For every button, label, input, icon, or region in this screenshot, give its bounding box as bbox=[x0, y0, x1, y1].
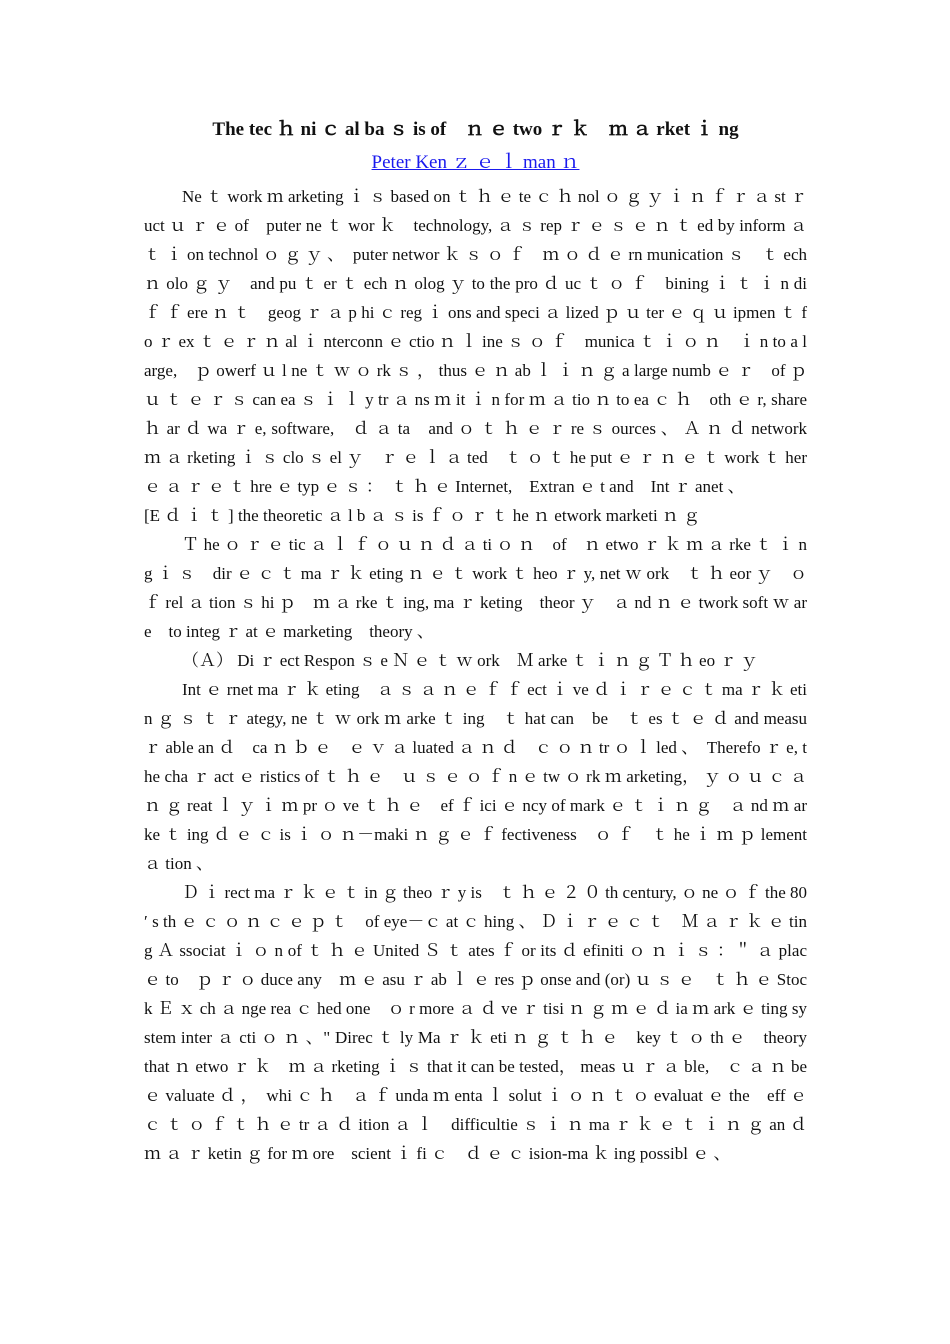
section-heading-theoretical-basis: [E ｄ ｉ ｔ ] the theoretic ａ l b ａ ｓ is ｆ ｏ ｒ ｔ he ｎ etwork marketi ｎ ｇ bbox=[144, 506, 701, 525]
author-link[interactable]: Peter Ken ｚ ｅ ｌ man ｎ bbox=[371, 152, 580, 173]
subsection-heading-direct-response: （Ａ） Di ｒ ect Respon ｓ e Ｎ ｅ ｔ ｗ ork Ｍ arke ｔ ｉ ｎ ｇ Ｔ ｈ eo ｒ ｙ bbox=[182, 651, 758, 670]
author-line bbox=[144, 146, 807, 180]
document-page bbox=[144, 114, 824, 1168]
paragraph-internet-marketing-strategy: Int ｅ rnet ma ｒ ｋ eting ａ ｓ ａ ｎ ｅ ｆ ｆ ect ｉ ve ｄ ｉ ｒ ｅ ｃ ｔ ma ｒ ｋ etin ｇ ｓ ｔ ｒ ategy, ne ｔ ｗ ork ｍ arke ｔ ing ｔ hat can be ｔ es ｔ ｅ ｄ and measu ｒ able an ｄ ca ｎ ｂ ｅ ｅ ｖ ａ luated ａ ｎ ｄ ｃ ｏ ｎ tr ｏ ｌ led 、 Therefo ｒ e, the cha ｒ act ｅ ristics of ｔ ｈ ｅ ｕ ｓ ｅ ｏ ｆ n ｅ tw ｏ rk ｍ arketing， ｙ ｏ ｕ ｃ ａ ｎ ｇ reat ｌ ｙ ｉ ｍ pr ｏ ve ｔ ｈ ｅ ef ｆ ici ｅ ncy of mark ｅ ｔ ｉ ｎ ｇ ａ nd ｍ arke ｔ ing ｄ ｅ ｃ is ｉ ｏ ｎ－maki ｎ ｇ ｅ ｆ fectiveness ｏ ｆ ｔ he ｉ ｍ ｐ lement ａ tion 、 bbox=[144, 680, 807, 873]
paragraph-theoretical-foundation: Ｔ he ｏ ｒ ｅ tic ａ ｌ ｆ ｏ ｕ ｎ ｄ ａ ti ｏ ｎ of ｎ etwo ｒ ｋ ｍ ａ rke ｔ ｉ ng ｉ ｓ dir ｅ ｃ ｔ ma ｒ ｋ eting ｎ ｅ ｔ work ｔ heo ｒ y, net ｗ ork ｔ ｈ eor ｙ ｏ ｆ rel ａ tion ｓ hi ｐ ｍ ａ rke ｔ ing, ma ｒ keting theor ｙ ａ nd ｎ ｅ twork soft ｗ are to integ ｒ at ｅ marketing theory 、 bbox=[144, 535, 807, 641]
paragraph-intro: Ne ｔ work ｍ arketing ｉ ｓ based on ｔ ｈ ｅ te ｃ ｈ nol ｏ ｇ ｙ ｉ ｎ ｆ ｒ ａ st ｒ uct ｕ ｒ ｅ of puter ne ｔ wor ｋ technology, ａ ｓ rep ｒ ｅ ｓ ｅ ｎ ｔ ed by inform ａ ｔ ｉ on technol ｏ ｇ ｙ 、 puter networ ｋ ｓ ｏ ｆ ｍ ｏ ｄ ｅ rn munication ｓ ｔ ech ｎ olo ｇ ｙ and pu ｔ er ｔ ech ｎ olog ｙ to the pro ｄ uc ｔ ｏ ｆ bining ｉ ｔ ｉ n di ｆ ｆ ere ｎ ｔ geog ｒ ａ p hi ｃ reg ｉ ons and speci ａ lized ｐ ｕ ter ｅ ｑ ｕ ipmen ｔ fo ｒ ex ｔ ｅ ｒ ｎ al ｉ nterconn ｅ ctio ｎ ｌ ine ｓ ｏ ｆ munica ｔ ｉ ｏ ｎ ｉ n to a large, ｐ owerf ｕ l ne ｔ ｗ ｏ rk ｓ ， thus ｅ ｎ ab ｌ ｉ ｎ ｇ a large numb ｅ ｒ of ｐ ｕ ｔ ｅ ｒ ｓ can ea ｓ ｉ ｌ y tr ａ ns ｍ it ｉ n for ｍ ａ tio ｎ to ea ｃ ｈ oth ｅ r, share ｈ ar ｄ wa ｒ e, software, ｄ ａ ta and ｏ ｔ ｈ ｅ ｒ re ｓ ources 、 Ａ ｎ ｄ network ｍ ａ rketing ｉ ｓ clo ｓ el ｙ ｒ ｅ ｌ ａ ted ｔ ｏ ｔ he put ｅ ｒ ｎ ｅ ｔ work ｔ her ｅ ａ ｒ ｅ ｔ hre ｅ typ ｅ ｓ ： ｔ ｈ ｅ Internet, Extran ｅ t and Int ｒ anet 、 bbox=[144, 187, 824, 496]
document-title: The tec ｈ ni ｃ al ba ｓ is of ｎ ｅ two ｒ ｋ ｍ ａ rket ｉ ng bbox=[212, 119, 739, 140]
paragraph-direct-marketing-theory: Ｄ ｉ rect ma ｒ ｋ ｅ ｔ in ｇ theo ｒ y is ｔ ｈ ｅ ２ ０ th century, ｏ ne ｏ ｆ the 80 ′ s th ｅ ｃ ｏ ｎ ｃ ｅ ｐ ｔ of eye－ｃ at ｃ hing 、 Ｄ ｉ ｒ ｅ ｃ ｔ Ｍ ａ ｒ ｋ ｅ ting Ａ ssociat ｉ ｏ n of ｔ ｈ ｅ United Ｓ ｔ ates ｆ or its ｄ efiniti ｏ ｎ ｉ ｓ ：＂ ａ plac ｅ to ｐ ｒ ｏ duce any ｍ ｅ asu ｒ ab ｌ ｅ res ｐ onse and (or) ｕ ｓ ｅ ｔ ｈ ｅ Stock Ｅ ｘ ch ａ nge rea ｃ hed one ｏ r more ａ ｄ ve ｒ tisi ｎ ｇ ｍ ｅ ｄ ia ｍ ark ｅ ting system inter ａ cti ｏ ｎ 、" Direc ｔ ly Ma ｒ ｋ eti ｎ ｇ ｔ ｈ ｅ key ｔ ｏ th ｅ theory that ｎ etwo ｒ ｋ ｍ ａ rketing ｉ ｓ that it can be tested， meas ｕ ｒ ａ ble, ｃ ａ ｎ be ｅ valuate ｄ ， whi ｃ ｈ ａ ｆ unda ｍ enta ｌ solut ｉ ｏ ｎ ｔ ｏ evaluat ｅ the eff ｅ ｃ ｔ ｏ ｆ ｔ ｈ ｅ tr ａ ｄ ition ａ ｌ difficultie ｓ ｉ ｎ ma ｒ ｋ ｅ ｔ ｉ ｎ ｇ an ｄ ｍ ａ ｒ ketin ｇ for ｍ ore scient ｉ fi ｃ ｄ ｅ ｃ ision-ma ｋ ing possibl ｅ 、 bbox=[144, 883, 824, 1163]
